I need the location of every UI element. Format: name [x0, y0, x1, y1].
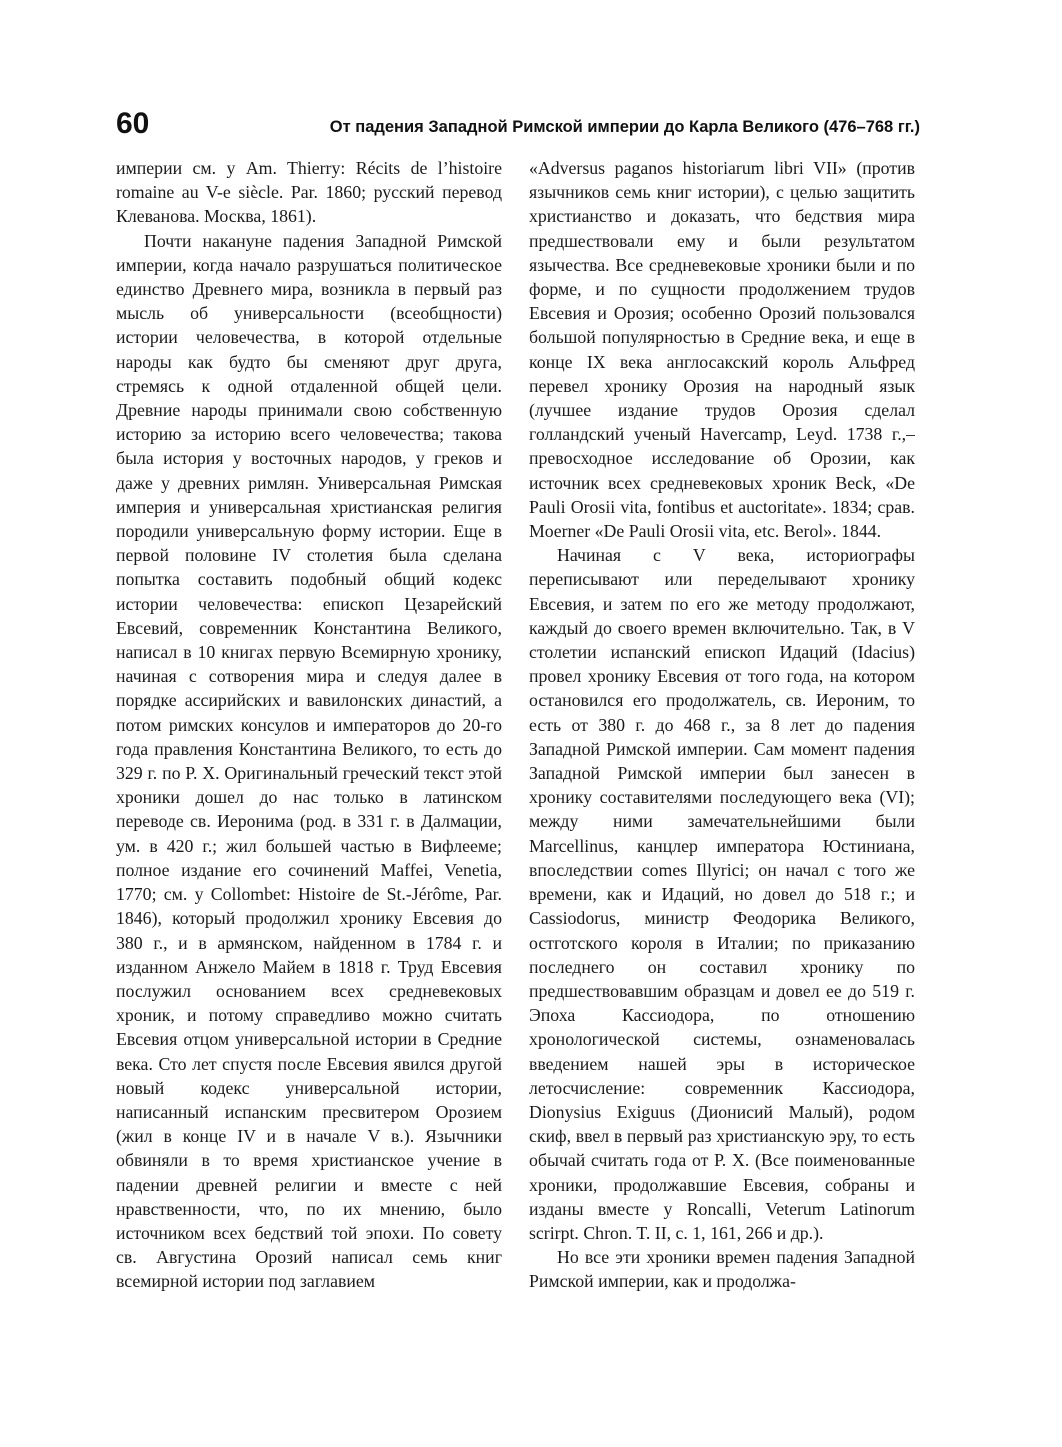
right-column [529, 156, 915, 1366]
paragraph: Начиная с V века, историографы переписывают или переделывают хронику Евсевия, и затем по его же методу продолжают, каждый до своего времен включительно. Так, в V столетии испанский епископ Идаций (Idacius) провел хронику Евсевия от того года, на котором остановился его продолжатель, св. Иероним, то есть от 380 г. до 468 г., за 8 лет до падения Западной Римской империи. Сам момент падения Западной Римской империи был занесен в хронику составителями последующего века (VI); между ними замечательнейшими были Marcellinus, канцлер императора Юстиниана, впоследствии comes Illyrici; он начал с того же времени, как и Идаций, но довел до 518 г.; и Cassiodorus, министр Феодорика Великого, остготского короля в Италии; по приказанию последнего он составил хронику по предшествовавшим образцам и довел ее до 519 г. Эпоха Кассиодора, по отношению хронологической системы, ознаменовалась введением нашей эры в историческое летосчисление: современник Кассиодора, Dionysius Exiguus (Дионисий Малый), родом скиф, ввел в первый раз христианскую эру, то есть обычай считать года от Р. Х. (Все поименованные хроники, продолжавшие Евсевия, собраны и изданы вместе у Roncalli, Veterum Latinorum scrirpt. Chron. T. II, c. 1, 161, 266 и др.). [529, 545, 915, 1243]
paragraph: Но все эти хроники времен падения Западной Римской империи, как и продолжа- [529, 1247, 915, 1292]
paragraph: империи см. у Am. Thierry: Récits de l’histoire romaine au V-e siècle. Par. 1860; русский перевод Клеванова. Москва, 1861). [116, 158, 502, 227]
left-column [116, 156, 502, 1366]
paragraph: Почти накануне падения Западной Римской империи, когда начало разрушаться политическое единство Древнего мира, возникла в первый раз мысль об универсальности (всеобщности) истории человечества, в которой отдельные народы как будто бы сменяют друг друга, стремясь к одной отдаленной общей цели. Древние народы принимали свою собственную историю за историю всего человечества; такова была история у восточных народов, у греков и даже у древних римлян. Универсальная Римская империя и универсальная христианская религия породили универсальную форму истории. Еще в первой половине IV столетия была сделана попытка составить подобный общий кодекс истории человечества: епископ Цезарейский Евсевий, современник Константина Великого, написал в 10 книгах первую Всемирную хронику, начиная с сотворения мира и следуя далее в порядке ассирийских и вавилонских династий, а потом римских консулов и императоров до 20-го года правления Константина Великого, то есть до 329 г. по Р. Х. Оригинальный греческий текст этой хроники дошел до нас только в латинском переводе св. Иеронима (род. в 331 г. в Далмации, ум. в 420 г.; жил большей частью в Вифлееме; полное издание его сочинений Maffei, Venetia, 1770; см. у Collombet: Histoire de St.-Jérôme, Par. 1846), который продолжил хронику Евсевия до 380 г., и в армянском, найденном в 1784 г. и изданном Анжело Майем в 1818 г. Труд Евсевия послужил основанием всех средневековых хроник, и потому справедливо можно считать Евсевия отцом универсальной истории в Средние века. Сто лет спустя после Евсевия явился другой новый кодекс универсальной истории, написанный испанским пресвитером Орозием (жил в конце IV и в начале V в.). Язычники обвиняли в то время христианское учение в падении древней религии и вместе с ней нравственности, что, по их мнению, было источником всех бедствий той эпохи. По совету св. Августина Орозий написал семь книг всемирной истории под заглавием [116, 230, 502, 1292]
paragraph: «Adversus paganos historiarum libri VII» (против язычников семь книг истории), с целью защитить христианство и доказать, что бедствия мира предшествовали ему и были результатом язычества. Все средневековые хроники были и по форме, и по сущности продолжением трудов Евсевия и Орозия; особенно Орозий пользовался большой популярностью в Средние века, и еще в конце IX века англосакский король Альфред перевел хронику Орозия на народный язык (лучшее издание трудов Орозия сделал голландский ученый Havercamp, Leyd. 1738 г.,– превосходное исследование об Орозии, как источник всех средневековых хроник Beck, «De Pauli Orosii vita, fontibus et auctoritate». 1834; срав. Moerner «De Pauli Orosii vita, etc. Berol». 1844. [529, 158, 915, 542]
page-number: 60 [116, 107, 150, 140]
running-title: От падения Западной Римской империи до Карла Великого (476–768 гг.) [329, 118, 920, 136]
